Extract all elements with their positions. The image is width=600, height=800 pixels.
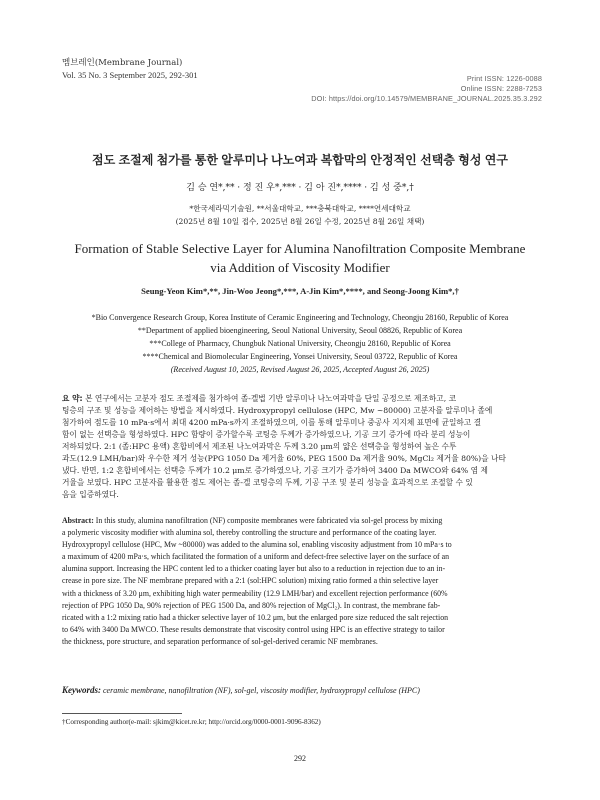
issn-block bbox=[311, 74, 542, 104]
abstract-korean-line: 함이 없는 선택층을 형성하였다. HPC 함량이 증가할수록 코팅층 두께가 증가하였으나, 기공 크기 증가에 따라 분리 성능이 bbox=[62, 430, 471, 439]
abstract-korean-label: 요 약: bbox=[62, 394, 83, 403]
affiliations-korean: *한국세라믹기술원, **서울대학교, ***충북대학교, ****연세대학교 bbox=[189, 204, 411, 213]
abstract-english-line: crease in pore size. The NF membrane prepared with a 2:1 (sol:HPC solution) mixing ratio formed a thin selective layer bbox=[62, 576, 439, 586]
dates-english: (Received August 10, 2025, Revised August 26, 2025, Accepted August 26, 2025) bbox=[170, 365, 430, 374]
abstract-korean-line: 저하되었다. 2:1 (졸:HPC 용액) 혼합비에서 제조된 나노여과막은 두께 3.20 μm의 얇은 선택층을 형성하여 높은 수투 bbox=[62, 442, 457, 451]
journal-name: 멤브레인(Membrane Journal) bbox=[62, 58, 183, 68]
authors-korean: 김 승 연*,** · 정 진 우*,*** · 김 아 진*,**** · 김 성 중*,† bbox=[186, 183, 414, 193]
abstract-korean-line: 음을 입증하였다. bbox=[62, 490, 119, 499]
abstract-english-line: In this study, alumina nanofiltration (NF) composite membranes were fabricated via sol-gel process by mixing bbox=[95, 516, 443, 525]
abstract-korean-line: 냈다. 반면, 1:2 혼합비에서는 선택층 두께가 10.2 μm로 증가하였으나, 기공 크기가 증가하여 3400 Da MWCO와 64% 염 제 bbox=[62, 466, 488, 475]
abstract-english-line: rejection of PPG 1050 Da, 90% rejection of PEG 1500 Da, and 80% rejection of MgCl₂). In contrast, the membrane fab- bbox=[62, 600, 441, 610]
authors-english: Seung-Yeon Kim*,**, Jin-Woo Jeong*,***, A-Jin Kim*,****, and Seong-Joong Kim*,† bbox=[141, 286, 459, 296]
affiliation-3: ***College of Pharmacy, Chungbuk National University, Cheongju 28160, Republic of Korea bbox=[149, 339, 451, 348]
footnote-divider bbox=[62, 713, 182, 714]
abstract-english-line: Hydroxypropyl cellulose (HPC, Mw ~80000) was added to the alumina sol, enabling viscosity adjustment from 10 mPa·s to bbox=[62, 540, 452, 550]
abstract-korean-line: 팅층의 구조 및 성능을 제어하는 방법을 제시하였다. Hydroxypropyl cellulose (HPC, Mw ~80000) 고분자를 알루미나 졸에 bbox=[62, 406, 493, 415]
page-number: 292 bbox=[294, 754, 306, 763]
abstract-english-line: alumina support. Increasing the HPC content led to a thicker coating layer but also to a reduction in rejection due to an in- bbox=[62, 564, 446, 574]
abstract-english-line: with a thickness of 3.20 μm, exhibiting high water permeability (12.9 LMH/bar) and excellent rejection performance (60% bbox=[62, 588, 448, 598]
abstract-english-line: a maximum of 4200 mPa·s, which facilitated the formation of a uniform and defect-free selective layer on the surface of an bbox=[62, 552, 450, 562]
abstract-korean-line: 거율을 보였다. HPC 고분자를 활용한 점도 제어는 졸-겔 코팅층의 두께, 기공 구조 및 분리 성능을 효과적으로 조절할 수 있 bbox=[62, 478, 473, 487]
affiliation-1: *Bio Convergence Research Group, Korea Institute of Ceramic Engineering and Technology, Cheongju 28160, Republic of Korea bbox=[91, 313, 509, 322]
abstract-korean-line: 본 연구에서는 고분자 점도 조절제를 첨가하여 졸-겔법 기반 알루미나 나노여과막을 단일 공정으로 제조하고, 코 bbox=[85, 394, 457, 403]
corresponding-author-footnote: †Corresponding author(e-mail: sjkim@kicet.re.kr; http://orcid.org/0000-0001-9096-8362) bbox=[62, 718, 321, 726]
affiliations-english bbox=[50, 311, 550, 376]
keywords bbox=[62, 685, 420, 695]
title-korean: 점도 조절제 첨가를 통한 알루미나 나노여과 복합막의 안정적인 선택층 형성 연구 bbox=[92, 153, 508, 167]
abstract-english-line: to 64% with 3400 Da MWCO. These results demonstrate that viscosity control using HPC is an effective strategy to tailor bbox=[62, 624, 445, 634]
title-english-line-1: Formation of Stable Selective Layer for Alumina Nanofiltration Composite Membrane bbox=[74, 241, 526, 256]
abstract-english-line: the thickness, pore structure, and separation performance of sol-gel-derived ceramic NF membranes. bbox=[62, 636, 378, 646]
abstract-korean-line: 과도(12.9 LMH/bar)와 우수한 제거 성능(PPG 1050 Da 제거율 60%, PEG 1500 Da 제거율 90%, MgCl₂ 제거율 80%)을 나타 bbox=[62, 454, 506, 463]
abstract-korean-line: 첨가하여 점도를 10 mPa·s에서 최대 4200 mPa·s까지 조절하였으며, 이를 통해 알루미나 중공사 지지체 표면에 균일하고 결 bbox=[62, 418, 482, 427]
keywords-label: Keywords: bbox=[62, 685, 101, 695]
title-english bbox=[60, 239, 540, 277]
doi-link[interactable]: DOI: https://doi.org/10.14579/MEMBRANE_JOURNAL.2025.35.3.292 bbox=[311, 94, 542, 103]
abstract-english bbox=[62, 515, 538, 648]
dates-korean: (2025년 8월 10일 접수, 2025년 8월 26일 수정, 2025년 8월 26일 채택) bbox=[175, 217, 425, 226]
volume-line: Vol. 35 No. 3 September 2025, 292-301 bbox=[62, 70, 198, 80]
keywords-text: ceramic membrane, nanofiltration (NF), sol-gel, viscosity modifier, hydroxypropyl cellulose (HPC) bbox=[103, 686, 420, 695]
affiliation-2: **Department of applied bioengineering, Seoul National University, Seoul 08826, Republic of Korea bbox=[137, 326, 463, 335]
print-issn: Print ISSN: 1226-0088 bbox=[466, 74, 542, 83]
abstract-english-line: a polymeric viscosity modifier with alumina sol, thereby controlling the structure and performance of the coating layer. bbox=[62, 528, 437, 538]
affiliation-4: ****Chemical and Biomolecular Engineering, Yonsei University, Seoul 03722, Republic of Korea bbox=[142, 352, 458, 361]
online-issn: Online ISSN: 2288-7253 bbox=[460, 84, 542, 93]
abstract-korean bbox=[62, 393, 538, 501]
abstract-english-line: ricated with a 1:2 mixing ratio had a thicker selective layer of 10.2 μm, but the enlarged pore size reduced the salt rejection bbox=[62, 612, 449, 622]
abstract-english-label: Abstract: bbox=[62, 516, 94, 525]
title-english-line-2: via Addition of Viscosity Modifier bbox=[210, 260, 390, 275]
